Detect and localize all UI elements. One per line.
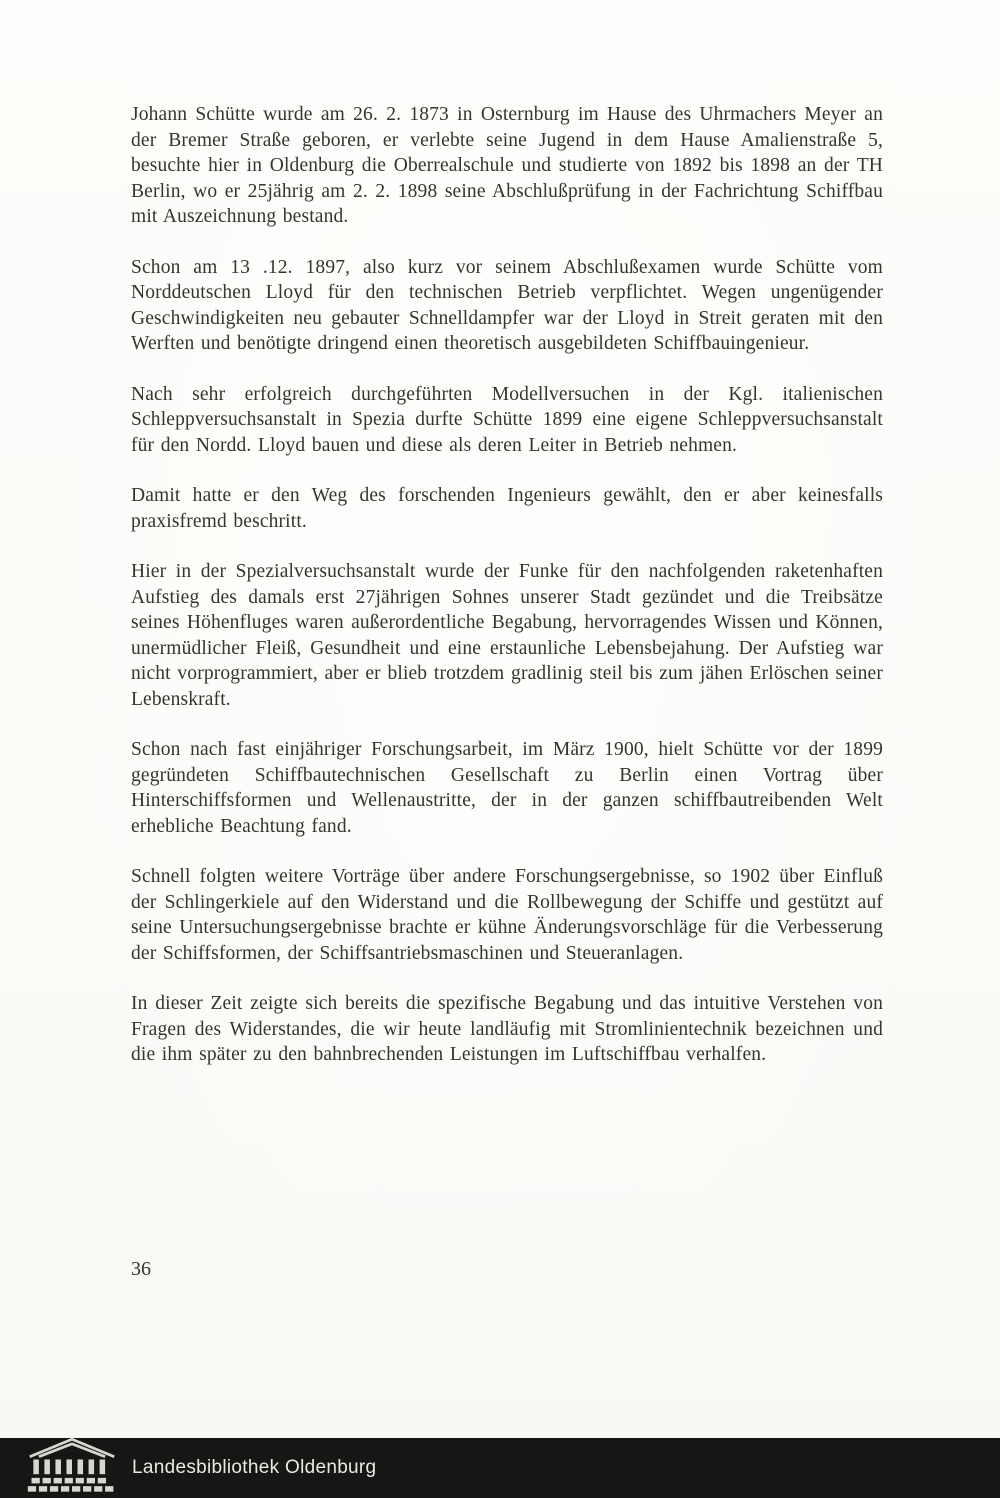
paragraph: In dieser Zeit zeigte sich bereits die spezifische Begabung und das intuitive Verstehen von Fragen des Widerstandes, die wir heute landläufig mit Stromlinientechnik bezeichnen und die ihm später zu den bahnbrechenden Leistungen im Luftschiffbau verhalfen. [131, 993, 883, 1065]
library-name: Landesbibliothek Oldenburg [132, 1457, 377, 1478]
paragraph: Johann Schütte wurde am 26. 2. 1873 in Osternburg im Hause des Uhrmachers Meyer an der Bremer Straße geboren, er verlebte seine Jugend in dem Hause Amalienstraße 5, besuchte hier in Oldenburg die Oberrealschule und studierte von 1892 bis 1898 an der TH Berlin, wo er 25jährig am 2. 2. 1898 seine Abschlußprüfung in der Fachrichtung Schiffbau mit Auszeichnung bestand. [131, 104, 883, 227]
paragraph: Nach sehr erfolgreich durchgeführten Modellversuchen in der Kgl. italienischen Schleppversuchsanstalt in Spezia durfte Schütte 1899 eine eigene Schleppversuchsanstalt für den Nordd. Lloyd bauen und diese als deren Leiter in Betrieb nehmen. [131, 383, 883, 456]
page-body [131, 102, 883, 1093]
paragraph: Schon am 13 .12. 1897, also kurz vor seinem Abschlußexamen wurde Schütte vom Norddeutschen Lloyd für den technischen Betrieb verpflichtet. Wegen ungenügender Geschwindigkeiten neu gebauter Schnelldampfer war der Lloyd in Streit geraten mit den Werften und benötigte dringend einen theoretisch ausgebildeten Schiffbauingenieur. [131, 256, 883, 354]
paragraph: Schon nach fast einjähriger Forschungsarbeit, im März 1900, hielt Schütte vor der 1899 gegründeten Schiffbautechnischen Gesellschaft zu Berlin einen Vortrag über Hinterschiffsformen und Wellenaustritte, der in der ganzen schiffbautreibenden Welt erhebliche Beachtung fand. [131, 739, 883, 837]
paragraph: Damit hatte er den Weg des forschenden Ingenieurs gewählt, den er aber keinesfalls praxisfremd beschritt. [131, 485, 883, 532]
paragraph: Hier in der Spezialversuchsanstalt wurde der Funke für den nachfolgenden raketenhaften Aufstieg des damals erst 27jährigen Sohnes unserer Stadt gezündet und die Treibsätze seines Höhenfluges waren außerordentliche Begabung, hervorragendes Wissen und Können, unermüdlicher Fleiß, Gesundheit und eine erstaunliche Lebensbejahung. Der Aufstieg war nicht vorprogrammiert, aber er blieb trotzdem gradlinig steil bis zum jähen Erlöschen seiner Lebenskraft. [131, 561, 883, 710]
library-building-icon [26, 1436, 118, 1494]
page-number: 36 [131, 1258, 151, 1280]
paragraph: Schnell folgten weitere Vorträge über andere Forschungsergebnisse, so 1902 über Einfluß der Schlingerkiele auf den Widerstand und die Rollbewegung der Schiffe und gestützt auf seine Untersuchungsergebnisse brachte er kühne Änderungsvorschläge für die Verbesserung der Schiffsformen, der Schiffsantriebsmaschinen und Steueranlagen. [131, 866, 883, 964]
library-footer-bar [0, 1438, 1000, 1498]
